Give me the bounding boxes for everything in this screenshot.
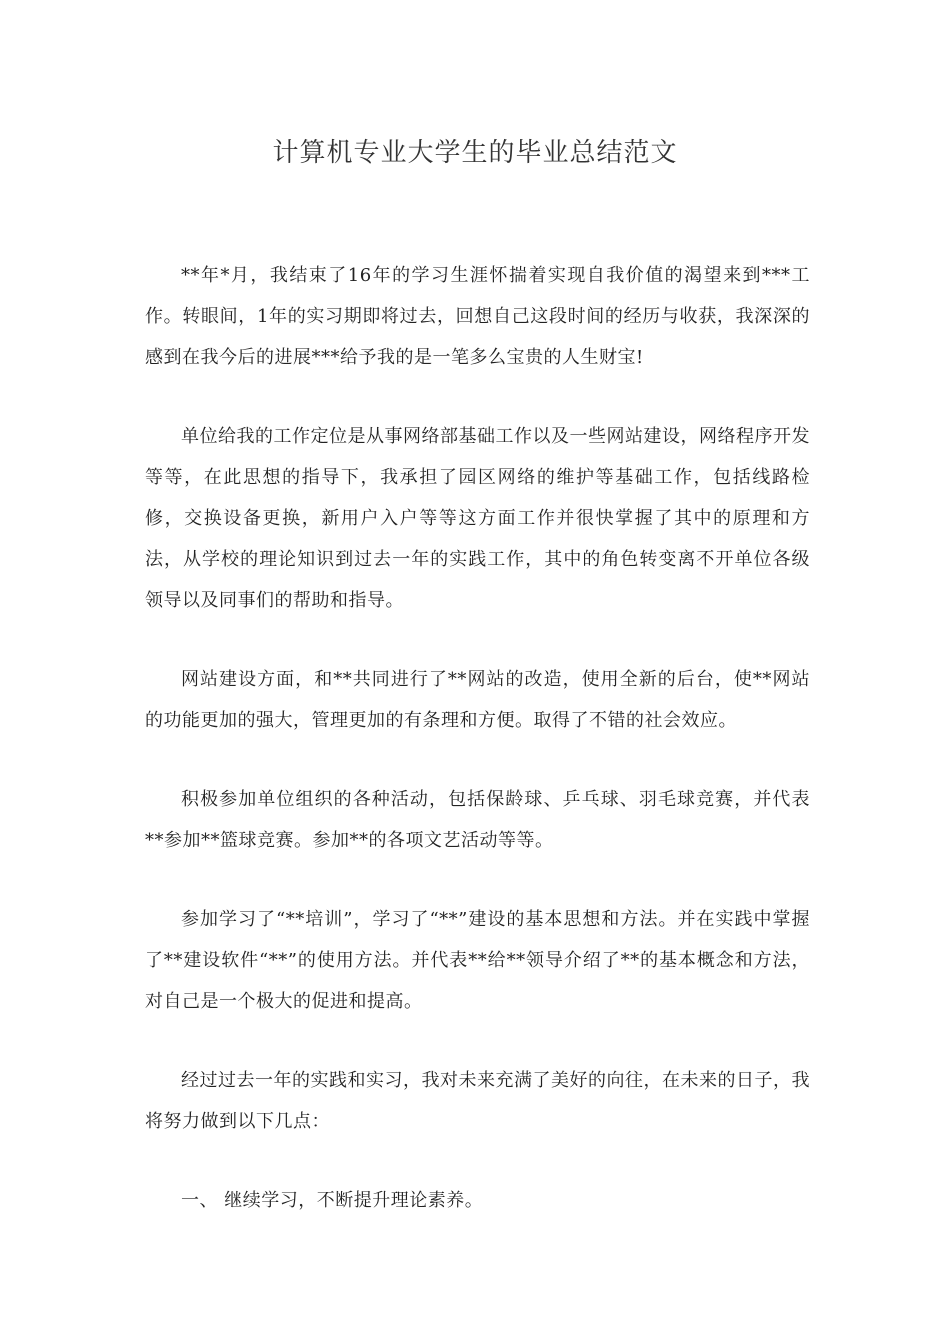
page-title: 计算机专业大学生的毕业总结范文 (272, 138, 678, 168)
paragraph-intro: **年*月，我结束了16年的学习生涯怀揣着实现自我价值的渴望来到***工作。转眼间，1年的实习期即将过去，回想自己这段时间的经历与收获，我深深的感到在我今后的进展***给予我的是一笔多么宝贵的人生财宝! (145, 265, 810, 368)
paragraph-training: 参加学习了“**培训”，学习了“**”建设的基本思想和方法。并在实践中掌握了**建设软件“**”的使用方法。并代表**给**领导介绍了**的基本概念和方法，对自己是一个极大的促进和提高。 (145, 909, 810, 1012)
document-body (145, 255, 810, 1259)
paragraph-future: 经过过去一年的实践和实习，我对未来充满了美好的向往，在未来的日子，我将努力做到以下几点： (145, 1070, 810, 1132)
paragraph-website: 网站建设方面，和**共同进行了**网站的改造，使用全新的后台，使**网站的功能更加的强大，管理更加的有条理和方便。取得了不错的社会效应。 (145, 669, 810, 731)
list-item-1: 一、 继续学习，不断提升理论素养。 (181, 1190, 484, 1211)
paragraph-work-role: 单位给我的工作定位是从事网络部基础工作以及一些网站建设，网络程序开发等等，在此思想的指导下，我承担了园区网络的维护等基础工作，包括线路检修，交换设备更换，新用户入户等等这方面工作并很快掌握了其中的原理和方法，从学校的理论知识到过去一年的实践工作，其中的角色转变离不开单位各级领导以及同事们的帮助和指导。 (145, 426, 810, 611)
paragraph-activities: 积极参加单位组织的各种活动，包括保龄球、乒乓球、羽毛球竞赛，并代表**参加**篮球竞赛。参加**的各项文艺活动等等。 (145, 789, 810, 851)
